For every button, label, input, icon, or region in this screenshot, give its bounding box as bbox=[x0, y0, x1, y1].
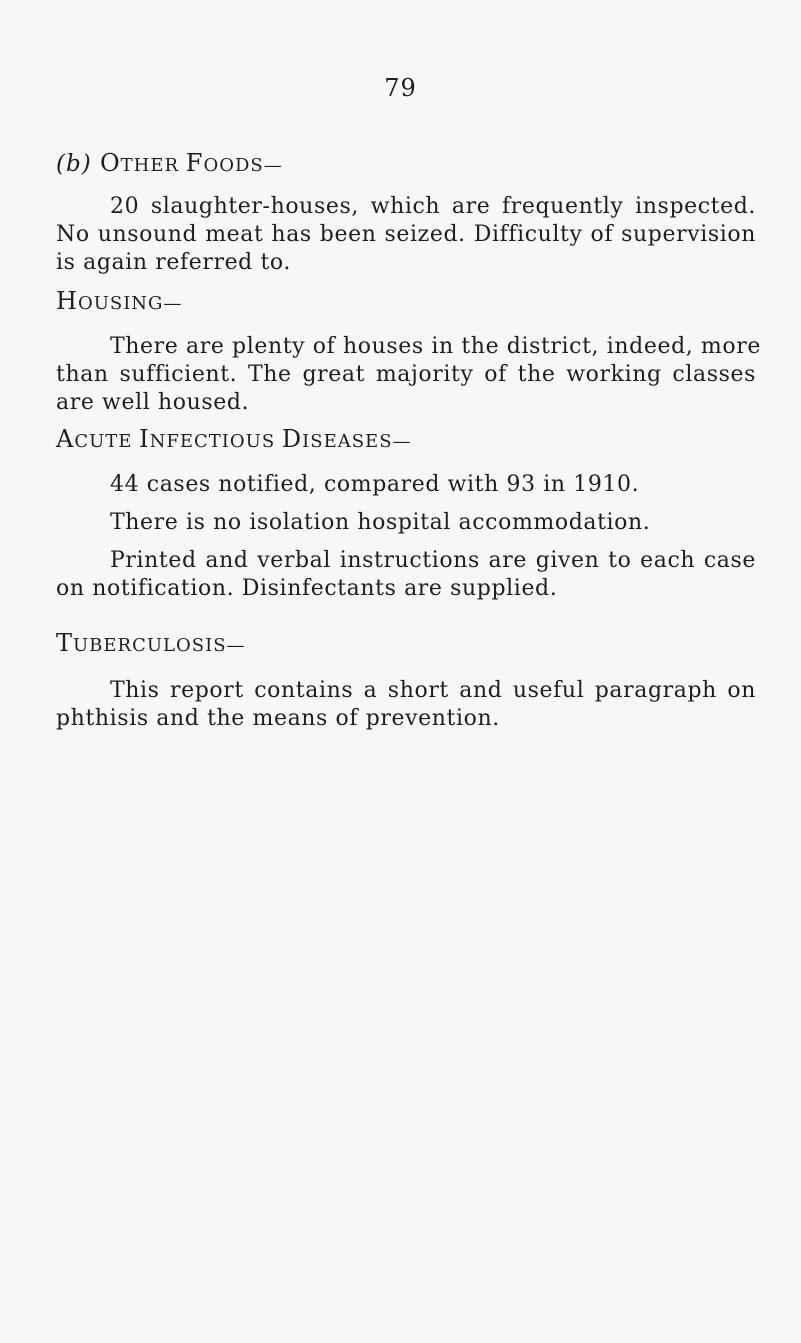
paragraph-line: phthisis and the means of prevention. bbox=[56, 706, 500, 731]
heading-rest: NFECTIOUS bbox=[149, 431, 282, 452]
heading-rest: THER bbox=[120, 155, 186, 176]
page-number: 79 bbox=[384, 74, 417, 102]
paragraph-instructions bbox=[56, 547, 756, 603]
heading-cap: O bbox=[99, 149, 121, 177]
paragraph-housing bbox=[56, 333, 761, 417]
heading-rest: OUSING— bbox=[77, 293, 183, 314]
section-acute-infectious-diseases bbox=[56, 424, 756, 603]
heading-cap: T bbox=[56, 629, 74, 657]
paragraph-line: than sufficient. The great majority of the working classes bbox=[56, 362, 756, 387]
section-housing bbox=[56, 286, 761, 417]
heading-cap: I bbox=[139, 425, 150, 453]
paragraph-tuberculosis bbox=[56, 677, 756, 733]
section-other-foods bbox=[56, 148, 756, 277]
heading-rest: CUTE bbox=[74, 431, 140, 452]
paragraph-isolation-hospital: There is no isolation hospital accommodation. bbox=[110, 510, 651, 535]
section-heading-housing bbox=[56, 286, 756, 319]
heading-rest: OODS— bbox=[203, 155, 283, 176]
section-heading-other-foods bbox=[56, 148, 756, 181]
heading-cap: F bbox=[185, 149, 204, 177]
section-heading-tuberculosis bbox=[56, 628, 756, 661]
section-heading-acute-infectious-diseases bbox=[56, 424, 756, 457]
heading-rest: ISEASES— bbox=[302, 431, 412, 452]
paragraph-line: on notification. Disinfectants are supplied. bbox=[56, 576, 558, 601]
paragraph-cases-notified: 44 cases notified, compared with 93 in 1910. bbox=[110, 472, 640, 497]
paragraph-line: Printed and verbal instructions are given to each case bbox=[110, 548, 756, 573]
paragraph-line: No unsound meat has been seized. Difficulty of supervision bbox=[56, 222, 756, 247]
heading-prefix: (b) bbox=[56, 151, 100, 177]
paragraph-line: There are plenty of houses in the district, indeed, more bbox=[110, 334, 761, 359]
paragraph-other-foods bbox=[56, 193, 756, 277]
paragraph-line: 20 slaughter-houses, which are frequently inspected. bbox=[110, 194, 756, 219]
section-tuberculosis bbox=[56, 628, 756, 733]
heading-rest: UBERCULOSIS— bbox=[73, 635, 246, 656]
paragraph-line: This report contains a short and useful paragraph on bbox=[110, 678, 756, 703]
heading-cap: H bbox=[56, 287, 78, 315]
heading-cap: D bbox=[281, 425, 303, 453]
paragraph-line: is again referred to. bbox=[56, 250, 291, 275]
heading-cap: A bbox=[56, 425, 75, 453]
paragraph-line: are well housed. bbox=[56, 390, 250, 415]
